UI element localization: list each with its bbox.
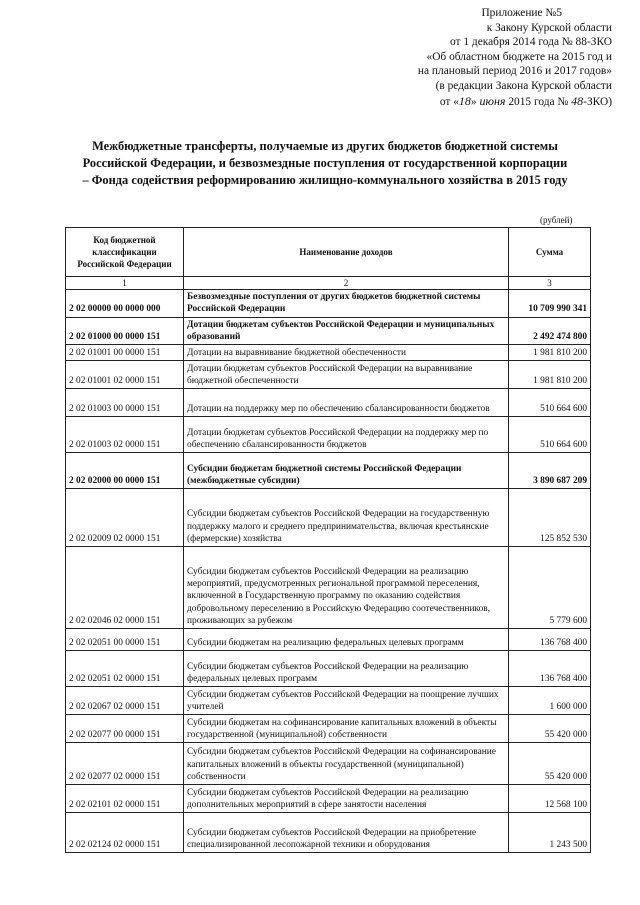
row-sum: 10 709 990 341 bbox=[509, 290, 591, 317]
table-row bbox=[66, 687, 591, 715]
table-row bbox=[66, 417, 591, 453]
amendment-month: июня bbox=[479, 93, 506, 108]
row-sum: 510 664 600 bbox=[509, 417, 591, 453]
appendix-line: (в редакции Закона Курской области bbox=[435, 79, 612, 92]
row-sum: 1 981 810 200 bbox=[509, 361, 591, 389]
header-sum: Сумма bbox=[509, 228, 591, 277]
row-sum: 510 664 600 bbox=[509, 389, 591, 417]
column-number: 2 bbox=[184, 277, 509, 290]
appendix-line: Приложение №5 bbox=[481, 7, 562, 19]
row-name: Дотации на поддержку мер по обеспечению сбалансированности бюджетов bbox=[184, 389, 509, 417]
row-code: 2 02 02051 02 0000 151 bbox=[66, 651, 184, 687]
row-name: Субсидии бюджетам субъектов Российской Федерации на реализацию федеральных целевых программ bbox=[184, 651, 509, 687]
row-sum: 1 981 810 200 bbox=[509, 345, 591, 361]
amendment-suffix: -ЗКО) bbox=[583, 95, 612, 108]
row-name: Субсидии бюджетам бюджетной системы Российской Федерации (межбюджетные субсидии) bbox=[184, 453, 509, 489]
table-row bbox=[66, 317, 591, 344]
table-row bbox=[66, 489, 591, 547]
row-sum: 12 568 100 bbox=[509, 785, 591, 813]
table-row bbox=[66, 389, 591, 417]
row-code: 2 02 02101 02 0000 151 bbox=[66, 785, 184, 813]
row-code: 2 02 02009 02 0000 151 bbox=[66, 489, 184, 547]
row-name: Субсидии бюджетам субъектов Российской Федерации на софинансирование капитальных вложений в объекты государственной (муниципальной) собственности bbox=[184, 743, 509, 785]
currency-note: (рублей) bbox=[540, 215, 573, 225]
row-code: 2 02 01001 02 0000 151 bbox=[66, 361, 184, 389]
amendment-day: 18 bbox=[458, 93, 471, 108]
row-name: Безвозмездные поступления от других бюджетов бюджетной системы Российской Федерации bbox=[184, 290, 509, 317]
amendment-mid: » bbox=[470, 95, 477, 108]
amendment-year: 2015 года № bbox=[508, 95, 569, 108]
row-name: Дотации на выравнивание бюджетной обеспеченности bbox=[184, 345, 509, 361]
column-number-row bbox=[66, 277, 591, 290]
row-name: Субсидии бюджетам субъектов Российской Федерации на поощрение лучших учителей bbox=[184, 687, 509, 715]
row-sum: 2 492 474 800 bbox=[509, 317, 591, 344]
row-code: 2 02 02067 02 0000 151 bbox=[66, 687, 184, 715]
header-code: Код бюджетной классификации Российской Федерации bbox=[66, 228, 184, 277]
row-code: 2 02 02124 02 0000 151 bbox=[66, 813, 184, 853]
table-row bbox=[66, 715, 591, 743]
row-sum: 125 852 530 bbox=[509, 489, 591, 547]
row-name: Субсидии бюджетам субъектов Российской Федерации на приобретение специализированной лесопожарной техники и оборудования bbox=[184, 813, 509, 853]
row-name: Субсидии бюджетам субъектов Российской Федерации на государственную поддержку малого и среднего предпринимательства, включая крестьянские (фермерские) хозяйства bbox=[184, 489, 509, 547]
column-number: 1 bbox=[66, 277, 184, 290]
row-name: Субсидии бюджетам субъектов Российской Федерации на реализацию дополнительных мероприятий в сфере занятости населения bbox=[184, 785, 509, 813]
row-name: Дотации бюджетам субъектов Российской Федерации и муниципальных образований bbox=[184, 317, 509, 344]
row-sum: 55 420 000 bbox=[509, 715, 591, 743]
appendix-line: «Об областном бюджете на 2015 год и bbox=[426, 50, 612, 63]
appendix-line: от 1 декабря 2014 года № 88-ЗКО bbox=[450, 36, 612, 49]
table-row bbox=[66, 453, 591, 489]
row-code: 2 02 02077 02 0000 151 bbox=[66, 743, 184, 785]
table-row bbox=[66, 629, 591, 651]
document-title: Межбюджетные трансферты, получаемые из других бюджетов бюджетной системы Российской Федерации, и безвозмездные поступления от государственной корпорации – Фонда содействия реформированию жилищно-коммунального хозяйства в 2015 году bbox=[82, 139, 568, 188]
row-sum: 136 768 400 bbox=[509, 651, 591, 687]
row-name: Субсидии бюджетам на софинансирование капитальных вложений в объекты государственной (муниципальной) собственности bbox=[184, 715, 509, 743]
row-code: 2 02 00000 00 0000 000 bbox=[66, 290, 184, 317]
row-code: 2 02 02051 00 0000 151 bbox=[66, 629, 184, 651]
row-sum: 1 600 000 bbox=[509, 687, 591, 715]
header-name: Наименование доходов bbox=[184, 228, 509, 277]
amendment-number: 48 bbox=[571, 93, 584, 108]
table-row bbox=[66, 290, 591, 317]
table-row bbox=[66, 547, 591, 629]
row-name: Субсидии бюджетам субъектов Российской Федерации на реализацию мероприятий, предусмотренных региональной программой переселения, включенной в Государственную программу по оказанию содействия добровольному переселению в Российскую Федерацию соотечественников, проживающих за рубежом bbox=[184, 547, 509, 629]
table-row bbox=[66, 345, 591, 361]
row-name: Субсидии бюджетам на реализацию федеральных целевых программ bbox=[184, 629, 509, 651]
row-code: 2 02 01003 00 0000 151 bbox=[66, 389, 184, 417]
row-code: 2 02 02000 00 0000 151 bbox=[66, 453, 184, 489]
transfers-table bbox=[65, 227, 591, 853]
table-row bbox=[66, 651, 591, 687]
table-header-row bbox=[66, 228, 591, 277]
column-number: 3 bbox=[509, 277, 591, 290]
row-sum: 55 420 000 bbox=[509, 743, 591, 785]
table-row bbox=[66, 813, 591, 853]
table-row bbox=[66, 743, 591, 785]
row-code: 2 02 02046 02 0000 151 bbox=[66, 547, 184, 629]
row-code: 2 02 01001 00 0000 151 bbox=[66, 345, 184, 361]
table-row bbox=[66, 361, 591, 389]
row-name: Дотации бюджетам субъектов Российской Федерации на выравнивание бюджетной обеспеченности bbox=[184, 361, 509, 389]
row-name: Дотации бюджетам субъектов Российской Федерации на поддержку мер по обеспечению сбалансированности бюджетов bbox=[184, 417, 509, 453]
row-code: 2 02 01000 00 0000 151 bbox=[66, 317, 184, 344]
row-sum: 1 243 500 bbox=[509, 813, 591, 853]
appendix-line: к Закону Курской области bbox=[486, 21, 612, 34]
appendix-line: на плановый период 2016 и 2017 годов» bbox=[417, 65, 612, 78]
amendment-line bbox=[340, 94, 612, 110]
amendment-prefix: от « bbox=[439, 95, 459, 108]
table-row bbox=[66, 785, 591, 813]
row-sum: 5 779 600 bbox=[509, 547, 591, 629]
row-code: 2 02 01003 02 0000 151 bbox=[66, 417, 184, 453]
appendix-header bbox=[340, 6, 612, 109]
row-sum: 3 890 687 209 bbox=[509, 453, 591, 489]
row-sum: 136 768 400 bbox=[509, 629, 591, 651]
row-code: 2 02 02077 00 0000 151 bbox=[66, 715, 184, 743]
